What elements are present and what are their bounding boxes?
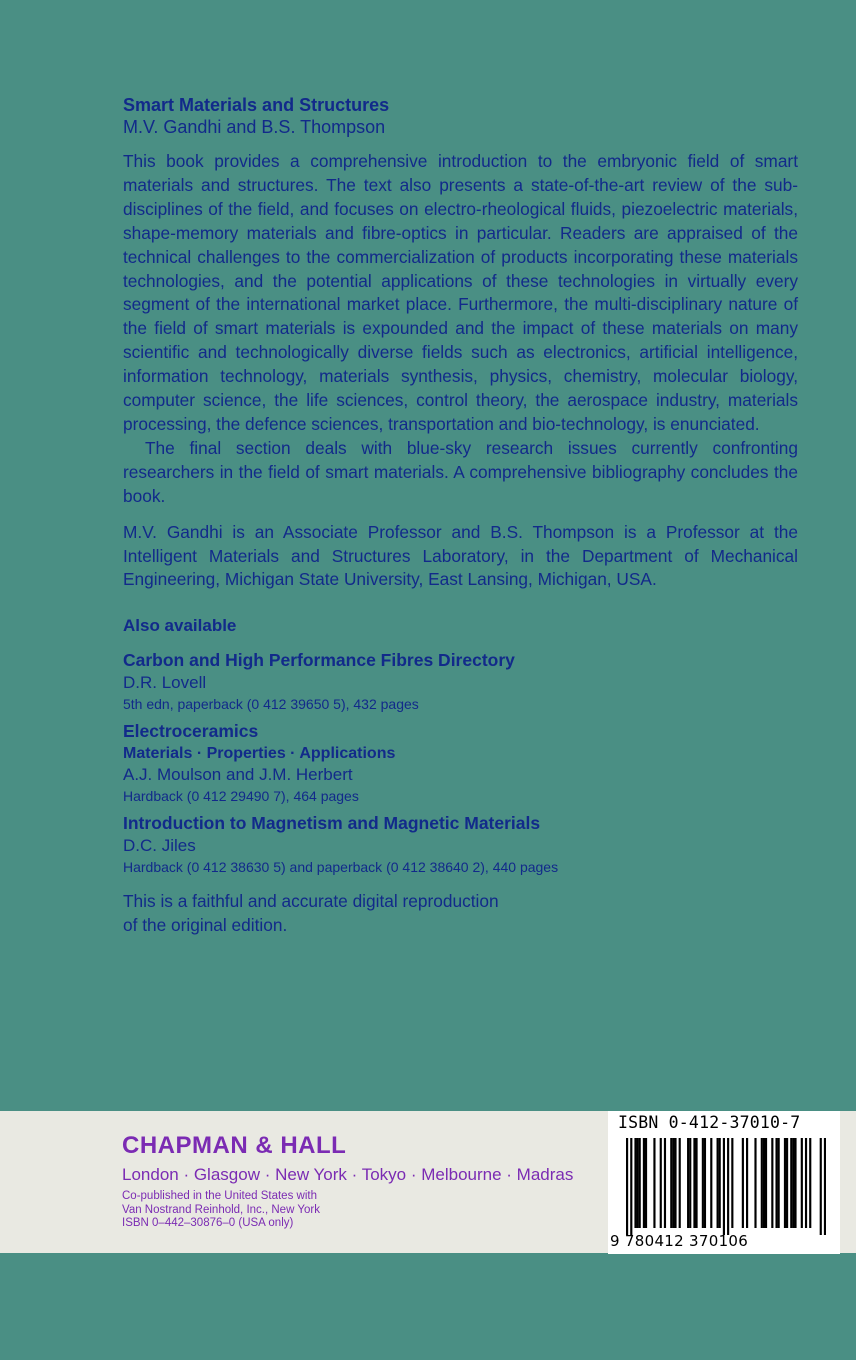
related-book-details: Hardback (0 412 38630 5) and paperback (0 412 38640 2), 440 pages bbox=[123, 859, 559, 876]
copublisher-line-2: Van Nostrand Reinhold, Inc., New York bbox=[122, 1203, 320, 1216]
barcode-bar bbox=[792, 1138, 794, 1228]
also-available-heading: Also available bbox=[123, 616, 237, 636]
barcode-bar bbox=[672, 1138, 674, 1228]
copublisher-line-1: Co-published in the United States with bbox=[122, 1190, 317, 1202]
isbn-label: ISBN 0-412-37010-7 bbox=[618, 1113, 801, 1132]
barcode-bar bbox=[670, 1138, 672, 1228]
barcode-bar bbox=[746, 1138, 748, 1228]
barcode-bar bbox=[761, 1138, 763, 1228]
related-book bbox=[123, 812, 798, 877]
barcode-bar bbox=[689, 1138, 691, 1228]
copublisher-note bbox=[122, 1190, 573, 1231]
related-book-details: Hardback (0 412 29490 7), 464 pages bbox=[123, 788, 359, 805]
barcode-bar bbox=[660, 1138, 662, 1228]
barcode-bar bbox=[710, 1138, 712, 1228]
barcode-bar bbox=[664, 1138, 666, 1228]
publisher-name: CHAPMAN & HALL bbox=[122, 1132, 347, 1159]
description-paragraph-2: The final section deals with blue-sky research issues currently confronting researchers in the field of smart materials. A comprehensive bibliography concludes the book. bbox=[123, 437, 798, 506]
reproduction-note-line-2: of the original edition. bbox=[123, 915, 288, 936]
related-book bbox=[123, 720, 798, 806]
barcode-bar bbox=[653, 1138, 655, 1228]
barcode-bar bbox=[790, 1138, 792, 1228]
barcode-bar bbox=[727, 1138, 729, 1235]
barcode-label bbox=[608, 1111, 840, 1254]
barcode-bar bbox=[824, 1138, 826, 1235]
barcode-bar bbox=[634, 1138, 636, 1228]
related-book-details: 5th edn, paperback (0 412 39650 5), 432 pages bbox=[123, 696, 419, 713]
related-book-author: D.R. Lovell bbox=[123, 673, 207, 693]
barcode-bar bbox=[786, 1138, 788, 1228]
copublisher-line-3: ISBN 0–442–30876–0 (USA only) bbox=[122, 1217, 294, 1229]
book-authors: M.V. Gandhi and B.S. Thompson bbox=[123, 117, 386, 137]
barcode-bar bbox=[784, 1138, 786, 1228]
barcode-bar bbox=[637, 1138, 639, 1228]
publisher-cities: London · Glasgow · New York · Tokyo · Melbourne · Madras bbox=[122, 1165, 574, 1184]
barcode-bar bbox=[763, 1138, 765, 1228]
back-cover-text bbox=[123, 94, 798, 937]
barcode-bar bbox=[765, 1138, 767, 1228]
barcode-bar bbox=[695, 1138, 697, 1228]
reproduction-note-line-1: This is a faithful and accurate digital reproduction bbox=[123, 891, 499, 912]
barcode-bar bbox=[771, 1138, 773, 1228]
related-book-title: Carbon and High Performance Fibres Directory bbox=[123, 650, 515, 671]
barcode-bar bbox=[645, 1138, 647, 1228]
barcode-bar bbox=[742, 1138, 744, 1228]
related-book-title: Introduction to Magnetism and Magnetic Materials bbox=[123, 813, 541, 834]
barcode-bar bbox=[674, 1138, 676, 1228]
publisher-block bbox=[122, 1131, 573, 1231]
barcode-bar bbox=[687, 1138, 689, 1228]
related-book bbox=[123, 649, 798, 714]
barcode-bar bbox=[719, 1138, 721, 1228]
barcode-bar bbox=[639, 1138, 641, 1228]
related-book-subtitle: Materials · Properties · Applications bbox=[123, 745, 396, 763]
barcode-bar bbox=[775, 1138, 777, 1228]
related-book-title: Electroceramics bbox=[123, 721, 259, 742]
barcode-bar bbox=[643, 1138, 645, 1228]
barcode-bar bbox=[731, 1138, 733, 1228]
barcode-bar bbox=[801, 1138, 803, 1228]
barcode-bar bbox=[704, 1138, 706, 1228]
barcode-bar bbox=[679, 1138, 681, 1228]
ean-number: 9 780412 370106 bbox=[610, 1232, 749, 1250]
description-paragraph-1: This book provides a comprehensive introduction to the embryonic field of smart materials and structures. The text also presents a state-of-the-art review of the sub-disciplines of the field, and focuses on electro-rheological fluids, piezoelectric materials, shape-memory materials and fibre-optics in particular. Readers are appraised of the technical challenges to the commercialization of products incorporating these materials technologies, and the potential applications of these technologies in virtually every segment of the international market place. Furthermore, the multi-disciplinary nature of the field of smart materials is expounded and the impact of these materials on many scientific and technologically diverse fields such as electronics, artificial intelligence, information technology, materials synthesis, physics, chemistry, molecular biology, computer science, the life sciences, control theory, the aerospace industry, materials processing, the defence sciences, transportation and bio-technology, is enunciated. bbox=[123, 151, 798, 434]
author-bio: M.V. Gandhi is an Associate Professor and B.S. Thompson is a Professor at the Intelligent Materials and Structures Laboratory, in the Department of Mechanical Engineering, Michigan State University, East Lansing, Michigan, USA. bbox=[123, 521, 798, 590]
related-book-author: D.C. Jiles bbox=[123, 836, 196, 856]
barcode-bar bbox=[778, 1138, 780, 1228]
barcode-bar bbox=[805, 1138, 807, 1228]
related-book-author: A.J. Moulson and J.M. Herbert bbox=[123, 765, 353, 785]
barcode-bar bbox=[794, 1138, 796, 1228]
barcode-bar bbox=[809, 1138, 811, 1228]
barcode-bar bbox=[717, 1138, 719, 1228]
barcode-bar bbox=[630, 1138, 632, 1235]
book-title: Smart Materials and Structures bbox=[123, 95, 390, 115]
barcode-bar bbox=[754, 1138, 756, 1228]
barcode-icon bbox=[626, 1138, 826, 1235]
barcode-bar bbox=[723, 1138, 725, 1235]
barcode-bar bbox=[693, 1138, 695, 1228]
barcode-bar bbox=[702, 1138, 704, 1228]
barcode-bar bbox=[626, 1138, 628, 1235]
reproduction-note bbox=[123, 889, 798, 937]
barcode-bar bbox=[820, 1138, 822, 1235]
